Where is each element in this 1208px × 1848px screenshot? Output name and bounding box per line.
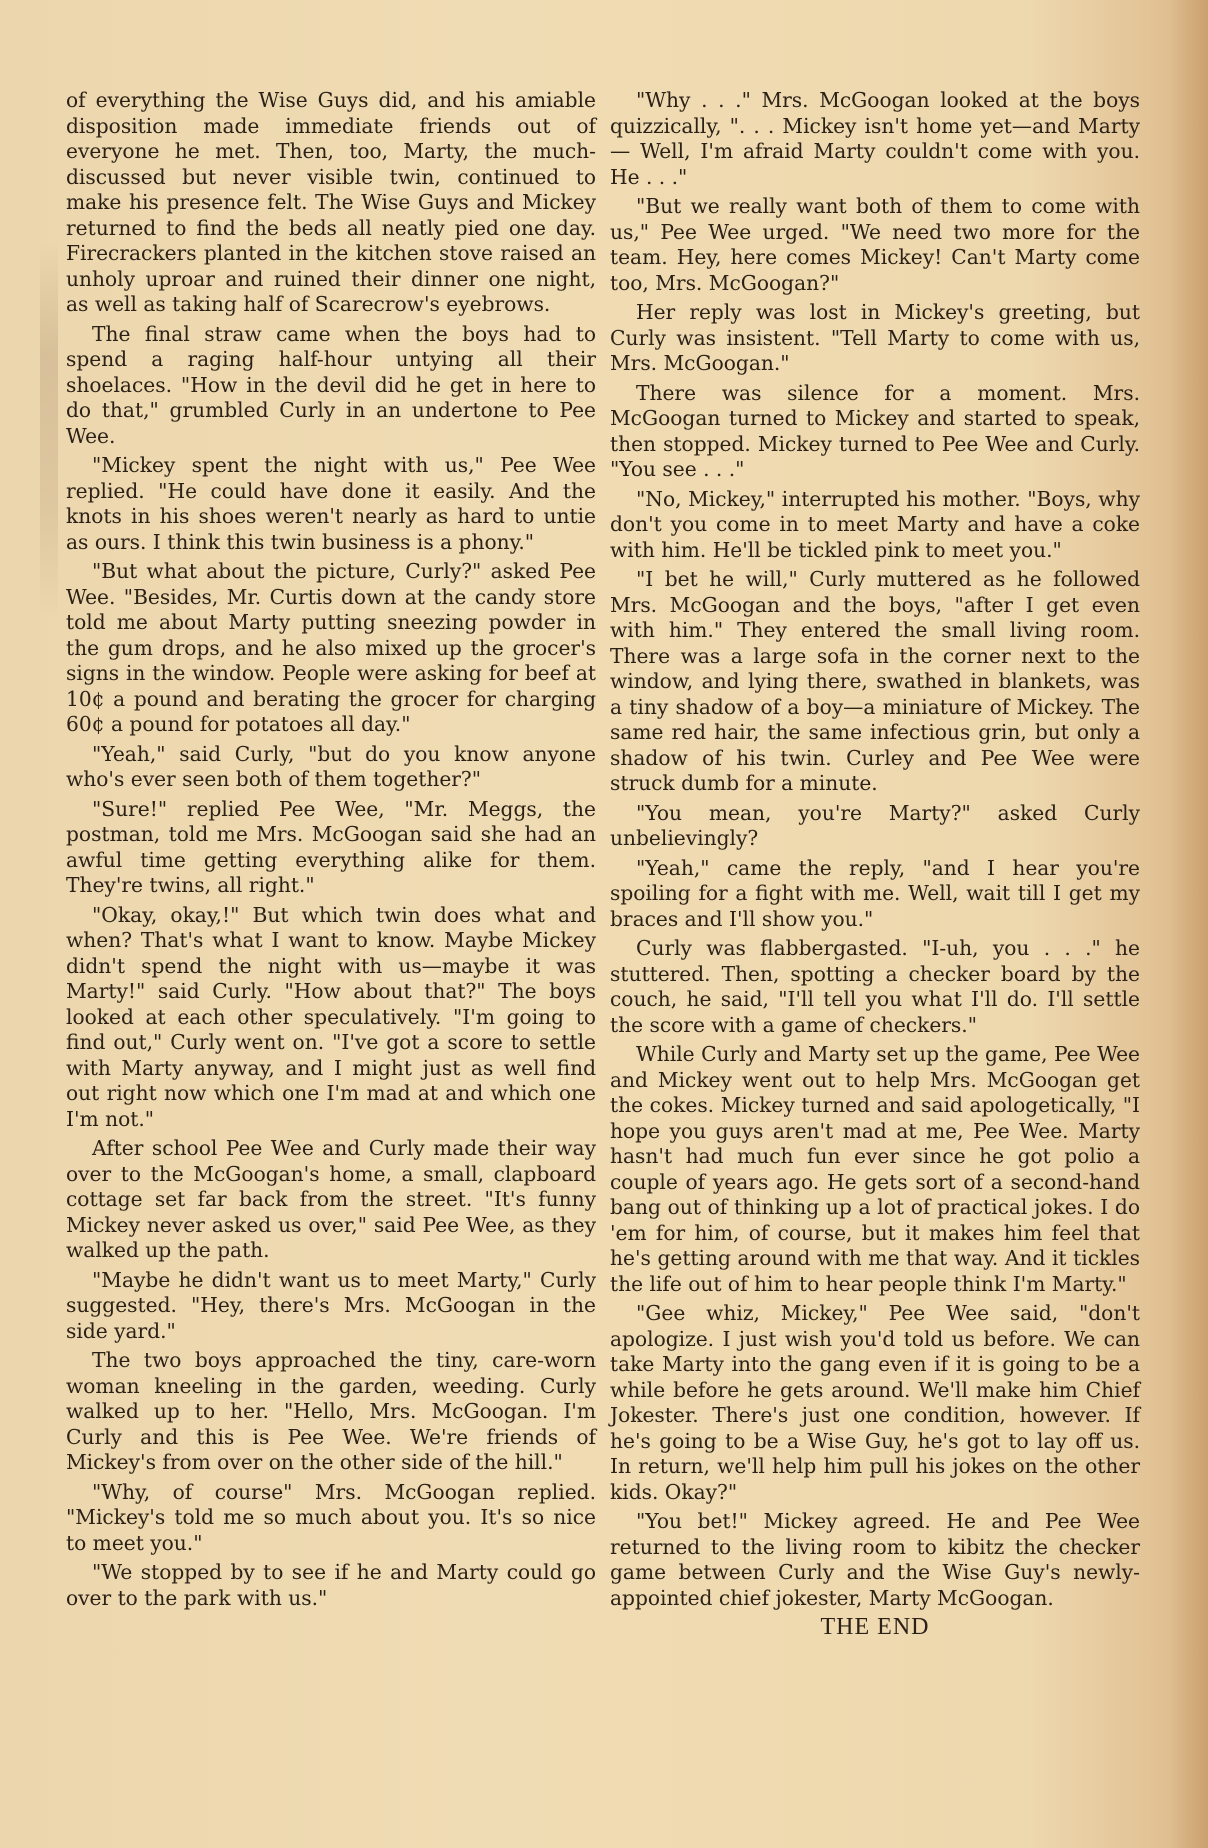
paragraph: The final straw came when the boys had to spend a raging half-hour untying all their shoelaces. "How in the devil did he get in here to do that," grumbled Curly in an undertone to Pee Wee. [66,321,596,448]
paragraph: "You mean, you're Marty?" asked Curly unbelievingly? [610,800,1140,850]
paragraph: "Okay, okay,!" But which twin does what and when? That's what I want to know. Maybe Mickey didn't spend the night with us—maybe it was Marty!" said Curly. "How about that?" The boys looked at each other speculatively. "I'm going to find out," Curly went on. "I've got a score to settle with Marty anyway, and I might just as well find out right now which one I'm mad at and which one I'm not." [66,902,596,1131]
paragraph: "I bet he will," Curly muttered as he followed Mrs. McGoogan and the boys, "after I get even with him." They entered the small living room. There was a large sofa in the corner next to the window, and lying there, swathed in blankets, was a tiny shadow of a boy—a miniature of Mickey. The same red hair, the same infectious grin, but only a shadow of his twin. Curley and Pee Wee were struck dumb for a minute. [610,567,1140,795]
paragraph: After school Pee Wee and Curly made their way over to the McGoogan's home, a small, clapboard cottage set far back from the street. "It's funny Mickey never asked us over," said Pee Wee, as they walked up the path. [66,1136,596,1262]
paragraph: Her reply was lost in Mickey's greeting, but Curly was insistent. "Tell Marty to come with us, Mrs. McGoogan." [610,300,1140,375]
paragraph: "But what about the picture, Curly?" asked Pee Wee. "Besides, Mr. Curtis down at the candy store told me about Marty putting sneezing powder in the gum drops, and he also mixed up the grocer's signs in the window. People were asking for beef at 10¢ a pound and berating the grocer for charging 60¢ a pound for potatoes all day." [66,559,596,736]
paragraph: "Why . . ." Mrs. McGoogan looked at the boys quizzically, ". . . Mickey isn't home yet—and Marty — Well, I'm afraid Marty couldn't come with you. He . . ." [610,88,1140,189]
page-edge-shadow [1168,0,1208,1848]
page-stain [40,240,58,620]
right-text-column [610,88,1140,1645]
paragraph: "Yeah," said Curly, "but do you know anyone who's ever seen both of them together?" [66,741,596,791]
paragraph: "Sure!" replied Pee Wee, "Mr. Meggs, the postman, told me Mrs. McGoogan said she had an awful time getting everything alike for them. They're twins, all right." [66,796,596,897]
paragraph: "Gee whiz, Mickey," Pee Wee said, "don't apologize. I just wish you'd told us before. We can take Marty into the gang even if it is going to be a while before he gets around. We'll make him Chief Jokester. There's just one condition, however. If he's going to be a Wise Guy, he's got to lay off us. In return, we'll help him pull his jokes on the other kids. Okay?" [610,1301,1140,1504]
paragraph: "But we really want both of them to come with us," Pee Wee urged. "We need two more for the team. Hey, here comes Mickey! Can't Marty come too, Mrs. McGoogan?" [610,194,1140,295]
paragraph: "You bet!" Mickey agreed. He and Pee Wee returned to the living room to kibitz the checker game between Curly and the Wise Guy's newly-appointed chief jokester, Marty McGoogan. [610,1509,1140,1610]
paragraph: "No, Mickey," interrupted his mother. "Boys, why don't you come in to meet Marty and have a coke with him. He'll be tickled pink to meet you." [610,486,1140,562]
the-end-label: THE END [820,1614,930,1640]
paragraph: There was silence for a moment. Mrs. McGoogan turned to Mickey and started to speak, then stopped. Mickey turned to Pee Wee and Curly. "You see . . ." [610,380,1140,481]
paragraph: While Curly and Marty set up the game, Pee Wee and Mickey went out to help Mrs. McGoogan get the cokes. Mickey turned and said apologetically, "I hope you guys aren't mad at me, Pee Wee. Marty hasn't had much fun ever since he got polio a couple of years ago. He gets sort of a second-hand bang out of thinking up a lot of practical jokes. I do 'em for him, of course, but it makes him feel that he's getting around with me that way. And it tickles the life out of him to hear people think I'm Marty." [610,1042,1140,1296]
left-text-column [66,88,596,1615]
paragraph: "Yeah," came the reply, "and I hear you're spoiling for a fight with me. Well, wait till I get my braces and I'll show you." [610,855,1140,931]
paragraph: "Mickey spent the night with us," Pee Wee replied. "He could have done it easily. And the knots in his shoes weren't nearly as hard to untie as ours. I think this twin business is a phony." [66,453,596,554]
paragraph: of everything the Wise Guys did, and his amiable disposition made immediate friends out of everyone he met. Then, too, Marty, the much-discussed but never visible twin, continued to make his presence felt. The Wise Guys and Mickey returned to find the beds all neatly pied one day. Firecrackers planted in the kitchen stove raised an unholy uproar and ruined their dinner one night, as well as taking half of Scarecrow's eyebrows. [66,88,596,316]
paragraph: "Why, of course" Mrs. McGoogan replied. "Mickey's told me so much about you. It's so nice to meet you." [66,1479,596,1555]
paragraph: "We stopped by to see if he and Marty could go over to the park with us." [66,1560,596,1610]
paragraph: Curly was flabbergasted. "I-uh, you . . ." he stuttered. Then, spotting a checker board by the couch, he said, "I'll tell you what I'll do. I'll settle the score with a game of checkers." [610,936,1140,1037]
paragraph: The two boys approached the tiny, care-worn woman kneeling in the garden, weeding. Curly walked up to her. "Hello, Mrs. McGoogan. I'm Curly and this is Pee Wee. We're friends of Mickey's from over on the other side of the hill." [66,1348,596,1474]
paragraph: "Maybe he didn't want us to meet Marty," Curly suggested. "Hey, there's Mrs. McGoogan in the side yard." [66,1267,596,1343]
